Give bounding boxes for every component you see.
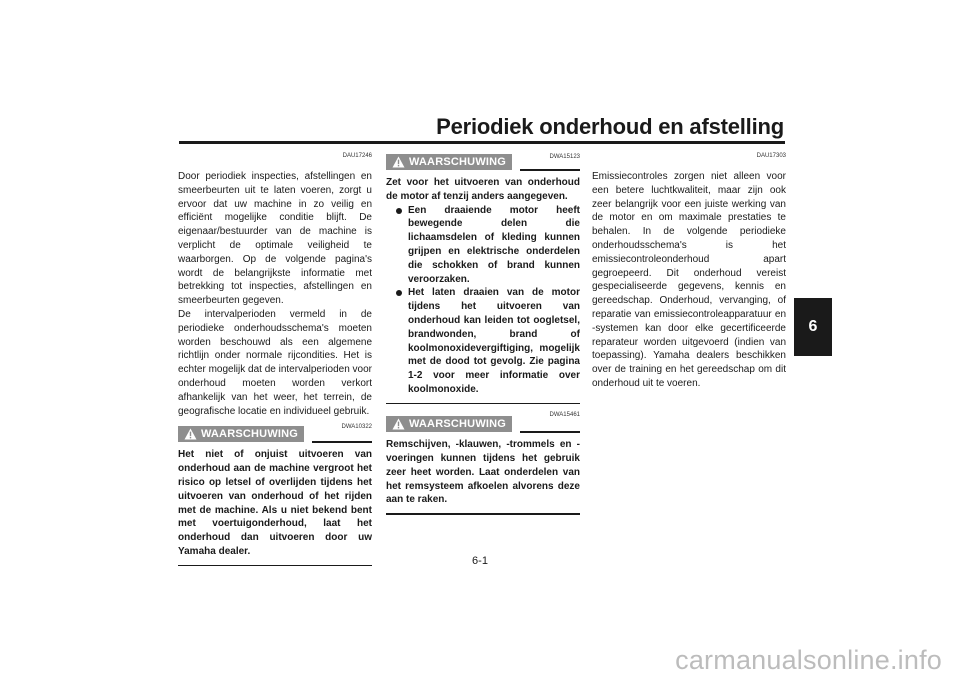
column-1 — [178, 152, 372, 566]
section-code: DAU17246 — [342, 153, 372, 159]
warning-rule — [520, 431, 580, 433]
list-item: Het laten draaien van de motor tijdens het uitvoeren van onderhoud kan leiden tot oogletsel, brandwonden, brand of koolmonoxidevergiftiging, mogelijk met de dood tot gevolg. Zie pagina 1-2 voor meer informatie over koolmonoxide. — [396, 286, 580, 396]
list-item: Een draaiende motor heeft bewegende delen die lichaamsdelen of kleding kunnen grijpen en elektrische onderdelen die schokken of brand kunnen veroorzaken. — [396, 204, 580, 287]
warning-label: WAARSCHUWING — [200, 428, 299, 441]
warning-label: WAARSCHUWING — [408, 418, 507, 431]
warning-badge — [386, 154, 512, 170]
chapter-tab: 6 — [794, 298, 832, 356]
emission-paragraph: Emissiecontroles zorgen niet alleen voor een betere luchtkwaliteit, maar zijn ook zeer belangrijk voor een juiste werking van de motor en om maximale prestaties te behalen. In de volgende periodieke onderhoudsschema's is het emissiecontroleonderhoud apart gegroepeerd. Dit onderhoud vereist gespecialiseerde gegevens, kennis en gereedschap. Onderhoud, vervanging, of reparatie van emissiecontroleapparatuur en -systemen kan door elke gecertificeerde reparateur worden uitgevoerd (indien van toepassing). Yamaha dealers beschikken over de training en het gereedschap om dit onderhoud uit te voeren. — [592, 171, 786, 389]
warning-triangle-icon — [392, 418, 405, 430]
warning-rule — [520, 169, 580, 171]
warning-triangle-icon — [392, 156, 405, 168]
header-rule — [179, 141, 785, 144]
warning-intro: Zet voor het uitvoeren van onderhoud de motor af tenzij anders aangegeven. — [386, 177, 580, 202]
page-title: Periodiek onderhoud en afstelling — [436, 114, 784, 139]
warning-label: WAARSCHUWING — [408, 156, 507, 168]
warning-header — [386, 412, 580, 432]
warning-text: Remschijven, -klauwen, -trommels en -voeringen kunnen tijdens het gebruik zeer heet worden. Laat onderdelen van het remsysteem afkoelen alvorens deze aan te raken. — [386, 439, 580, 506]
warning-badge — [178, 426, 304, 442]
page-number: 6-1 — [472, 555, 488, 567]
column-2 — [386, 152, 580, 515]
column-3 — [592, 152, 786, 391]
bullet-icon — [396, 208, 402, 214]
warning-triangle-icon — [184, 428, 197, 440]
warning-code: DWA15461 — [549, 412, 580, 419]
warning-end-rule — [386, 403, 580, 405]
intro-paragraph: Door periodiek inspecties, afstellingen en smeerbeurten uit te laten voeren, zorgt u ervoor dat uw machine in zo veilig en efficiënt mogelijke conditie blijft. De eigenaar/bestuurder van de machine is verplicht de optimale veiligheid te waarborgen. Op de volgende pagina's wordt de belangrijkste informatie met betrekking tot inspecties, afstellingen en smeerbeurten gegeven. — [178, 171, 372, 307]
warning-body — [386, 176, 580, 397]
warning-rule — [312, 441, 372, 443]
interval-paragraph: De intervalperioden vermeld in de periodieke onderhoudsschema's moeten worden beschouwd als een algemene richtlijn onder normale rijcondities. Het is echter mogelijk dat de intervalperioden voor onderhoud moeten worden verkort afhankelijk van het weer, het terrein, de geografische locatie en individueel gebruik. — [178, 308, 372, 417]
bullet-icon — [396, 290, 402, 296]
section-code: DAU17303 — [756, 153, 786, 159]
warning-header — [386, 154, 580, 170]
warning-end-rule — [386, 513, 580, 515]
warning-code: DWA10322 — [341, 424, 372, 431]
watermark: carmanualsonline.info — [675, 645, 942, 675]
warning-header — [178, 426, 372, 442]
warning-text: Het niet of onjuist uitvoeren van onderhoud aan de machine vergroot het risico op letsel of overlijden tijdens het uitvoeren van onderhoud of het rijden met de machine. Als u niet bekend bent met voertuigonderhoud, laat het onderhoud dan uitvoeren door uw Yamaha dealer. — [178, 449, 372, 557]
warning-code: DWA15123 — [549, 154, 580, 160]
warning-bullet-list — [386, 204, 580, 397]
warning-badge — [386, 416, 512, 432]
